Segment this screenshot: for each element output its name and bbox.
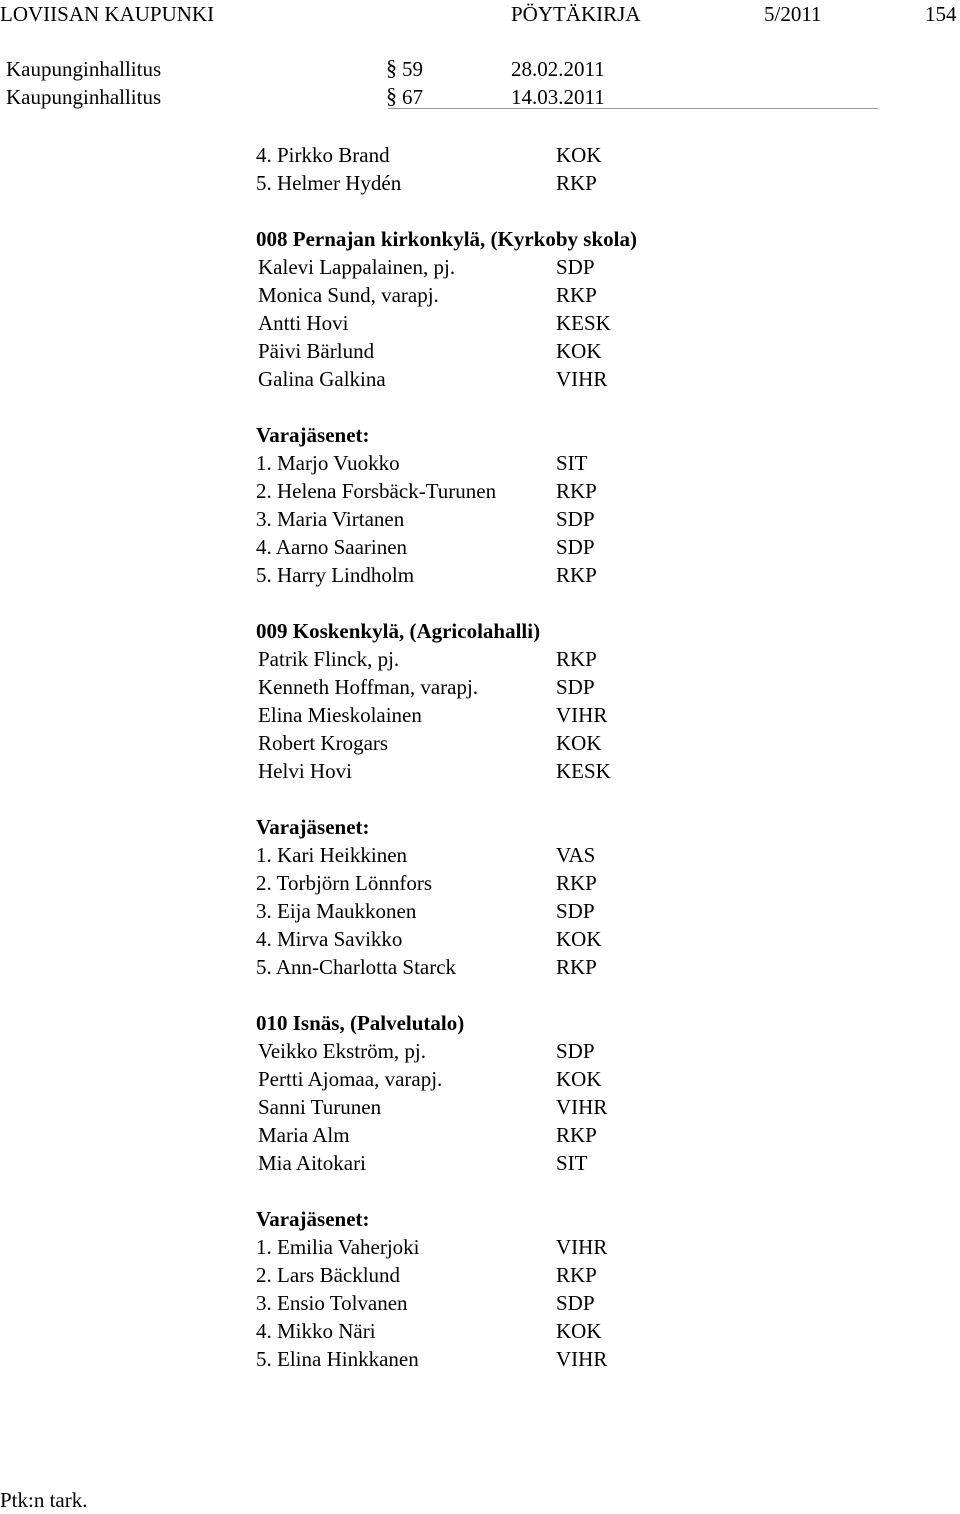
member-party: SDP	[556, 255, 595, 279]
list-item	[256, 897, 716, 925]
deputy-party: VAS	[556, 843, 596, 867]
deputy-party: SDP	[556, 507, 595, 531]
page-number: 154	[925, 2, 957, 26]
deputy-name: 2. Lars Bäcklund	[256, 1263, 401, 1287]
list-item	[256, 673, 716, 701]
member-party: VIHR	[556, 703, 608, 727]
deputy-party: RKP	[556, 563, 597, 587]
list-item	[256, 841, 716, 869]
member-name: Pertti Ajomaa, varapj.	[258, 1067, 443, 1091]
issue-number: 5/2011	[764, 2, 822, 26]
list-item	[256, 1065, 716, 1093]
member-name: Antti Hovi	[258, 311, 349, 335]
member-name: Maria Alm	[258, 1123, 350, 1147]
list-item	[256, 869, 716, 897]
deputy-name: 3. Eija Maukkonen	[256, 899, 417, 923]
district-title: 009 Koskenkylä, (Agricolahalli)	[256, 619, 541, 643]
reference-body: Kaupunginhallitus	[6, 85, 162, 109]
section-sign: §	[386, 83, 397, 108]
deputies-heading: Varajäsenet:	[256, 423, 370, 447]
city-name: LOVIISAN KAUPUNKI	[0, 2, 215, 26]
member-party: KOK	[556, 143, 602, 167]
list-item	[256, 1289, 716, 1317]
document-type: PÖYTÄKIRJA	[511, 2, 641, 26]
member-party: VIHR	[556, 1095, 608, 1119]
member-party: RKP	[556, 171, 597, 195]
reference-section: 59	[402, 57, 423, 81]
member-party: VIHR	[556, 367, 608, 391]
deputy-name: 4. Mirva Savikko	[256, 927, 403, 951]
list-item	[256, 925, 716, 953]
deputy-party: SIT	[556, 451, 588, 475]
list-item	[256, 1261, 716, 1289]
deputy-party: SDP	[556, 899, 595, 923]
list-item	[256, 533, 716, 561]
member-party: KESK	[556, 759, 611, 783]
deputy-name: 5. Ann-Charlotta Starck	[256, 955, 457, 979]
member-name: Patrik Flinck, pj.	[258, 647, 400, 671]
deputy-party: VIHR	[556, 1347, 608, 1371]
member-name: Monica Sund, varapj.	[258, 283, 439, 307]
list-item	[256, 561, 716, 589]
member-party: RKP	[556, 647, 597, 671]
deputy-party: KOK	[556, 927, 602, 951]
list-item	[256, 477, 716, 505]
member-party: RKP	[556, 1123, 597, 1147]
list-item	[256, 337, 716, 365]
deputy-name: 2. Torbjörn Lönnfors	[256, 871, 433, 895]
member-name: 4. Pirkko Brand	[256, 143, 390, 167]
list-item	[256, 729, 716, 757]
list-item	[256, 1345, 716, 1373]
list-item	[256, 1037, 716, 1065]
deputy-party: RKP	[556, 479, 597, 503]
list-item	[256, 757, 716, 785]
deputy-party: VIHR	[556, 1235, 608, 1259]
reference-date: 14.03.2011	[511, 85, 605, 109]
list-item	[256, 645, 716, 673]
list-item	[256, 1233, 716, 1261]
deputy-name: 4. Aarno Saarinen	[256, 535, 408, 559]
reference-section: 67	[402, 85, 423, 109]
deputy-name: 1. Marjo Vuokko	[256, 451, 400, 475]
member-name: Veikko Ekström, pj.	[258, 1039, 426, 1063]
list-item	[256, 449, 716, 477]
list-item	[256, 953, 716, 981]
member-name: Kalevi Lappalainen, pj.	[258, 255, 456, 279]
deputy-name: 1. Kari Heikkinen	[256, 843, 408, 867]
deputy-party: SDP	[556, 1291, 595, 1315]
deputy-name: 5. Elina Hinkkanen	[256, 1347, 419, 1371]
member-name: Päivi Bärlund	[258, 339, 375, 363]
footer-note: Ptk:n tark.	[0, 1488, 88, 1512]
deputy-party: SDP	[556, 535, 595, 559]
list-item	[256, 309, 716, 337]
member-party: RKP	[556, 283, 597, 307]
member-party: KESK	[556, 311, 611, 335]
member-party: SDP	[556, 1039, 595, 1063]
list-item	[256, 1093, 716, 1121]
header-divider	[388, 108, 878, 109]
member-party: KOK	[556, 731, 602, 755]
list-item	[256, 1121, 716, 1149]
deputy-name: 2. Helena Forsbäck-Turunen	[256, 479, 497, 503]
member-party: SIT	[556, 1151, 588, 1175]
member-name: Galina Galkina	[258, 367, 386, 391]
member-name: Mia Aitokari	[258, 1151, 366, 1175]
reference-date: 28.02.2011	[511, 57, 605, 81]
list-item	[256, 1317, 716, 1345]
deputy-name: 4. Mikko Näri	[256, 1319, 376, 1343]
deputy-name: 3. Maria Virtanen	[256, 507, 405, 531]
list-item	[256, 505, 716, 533]
list-item	[256, 169, 716, 197]
member-name: Helvi Hovi	[258, 759, 352, 783]
member-name: Robert Krogars	[258, 731, 389, 755]
deputy-name: 5. Harry Lindholm	[256, 563, 415, 587]
member-party: KOK	[556, 1067, 602, 1091]
member-party: SDP	[556, 675, 595, 699]
deputy-party: RKP	[556, 1263, 597, 1287]
deputy-party: RKP	[556, 955, 597, 979]
deputies-heading: Varajäsenet:	[256, 1207, 370, 1231]
list-item	[256, 281, 716, 309]
list-item	[256, 141, 716, 169]
reference-body: Kaupunginhallitus	[6, 57, 162, 81]
list-item	[256, 365, 716, 393]
list-item	[256, 253, 716, 281]
member-name: Elina Mieskolainen	[258, 703, 422, 727]
deputy-party: RKP	[556, 871, 597, 895]
page-header	[0, 2, 960, 28]
deputies-heading: Varajäsenet:	[256, 815, 370, 839]
reference-line	[0, 57, 960, 85]
deputy-name: 3. Ensio Tolvanen	[256, 1291, 408, 1315]
district-title: 008 Pernajan kirkonkylä, (Kyrkoby skola)	[256, 227, 637, 251]
list-item	[256, 701, 716, 729]
deputy-party: KOK	[556, 1319, 602, 1343]
member-list	[256, 141, 716, 1373]
member-name: Sanni Turunen	[258, 1095, 382, 1119]
list-item	[256, 1149, 716, 1177]
member-name: 5. Helmer Hydén	[256, 171, 402, 195]
member-party: KOK	[556, 339, 602, 363]
district-title: 010 Isnäs, (Palvelutalo)	[256, 1011, 465, 1035]
deputy-name: 1. Emilia Vaherjoki	[256, 1235, 420, 1259]
section-sign: §	[386, 55, 397, 80]
member-name: Kenneth Hoffman, varapj.	[258, 675, 479, 699]
